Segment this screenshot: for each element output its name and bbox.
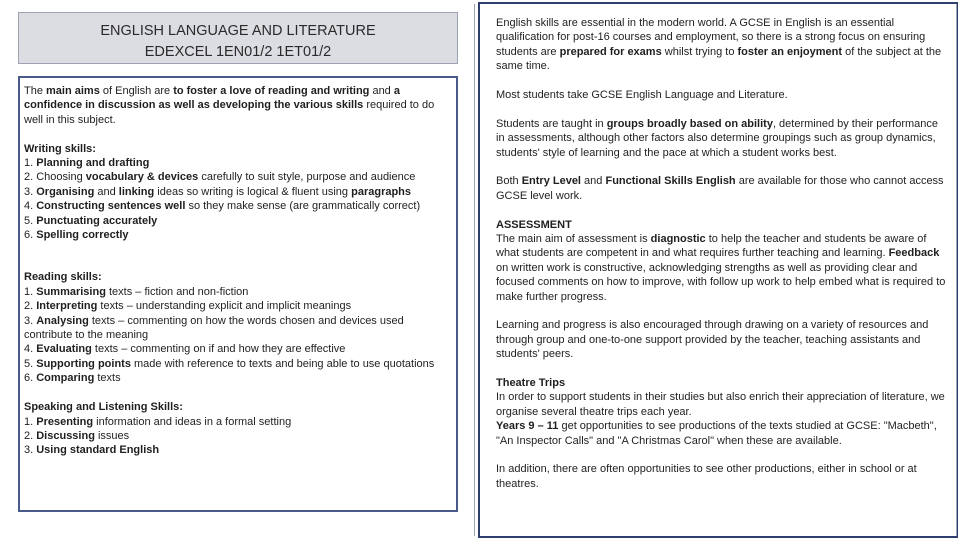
list-item: 4. Constructing sentences well so they make sense (are grammatically correct)	[24, 200, 421, 213]
list-item: 1. Planning and drafting	[24, 157, 150, 170]
list-item: 6. Comparing texts	[24, 372, 121, 385]
reading-skills-heading: Reading skills:	[24, 271, 102, 284]
theatre-paragraph: In order to support students in their studies but also enrich their appreciation of literature, we organise several theatre trips each year.	[496, 391, 945, 418]
aims-bold-2: to foster a love of reading and writing	[173, 85, 370, 97]
aims-paragraph	[24, 84, 452, 127]
reading-skills-section	[24, 270, 452, 385]
speaking-skills-section	[24, 400, 452, 458]
aims-text-4: required to do well in this subject.	[24, 99, 435, 126]
assessment-paragraph: The main aim of assessment is diagnostic to help the teacher and students be aware of what students are competent in and what requires further teaching and learning. Feedback on written work is constructive, acknowledging strengths as well as providing clear and focused comments on how to improve, with follow up work to help embed what is required to make further progress.	[496, 233, 946, 303]
list-item: 1. Summarising texts – fiction and non-fiction	[24, 285, 249, 298]
groupings-paragraph: Students are taught in groups broadly based on ability, determined by their performance in assessments, although other factors also determine groupings such as group dynamics, students' style of learning and the pace at which a student works best.	[496, 117, 939, 159]
list-item: 3. Organising and linking ideas so writing is logical & fluent using paragraphs	[24, 185, 412, 198]
courses-paragraph: Most students take GCSE English Language and Literature.	[496, 89, 788, 102]
speaking-skills-heading: Speaking and Listening Skills:	[24, 401, 183, 414]
list-item: 3. Using standard English	[24, 444, 160, 457]
list-item: 5. Supporting points made with reference to texts and being able to use quotations	[24, 357, 435, 370]
info-panel-content	[496, 16, 946, 491]
course-title: ENGLISH LANGUAGE AND LITERATURE	[100, 23, 376, 39]
theatre-years-paragraph: Years 9 – 11 get opportunities to see productions of the texts studied at GCSE: "Macbeth", "An Inspector Calls" and "A Christmas Carol" when these are available.	[496, 420, 937, 447]
aims-text-1: The	[24, 85, 47, 97]
list-item: 3. Analysing texts – commenting on how the words chosen and devices used contribute to the meaning	[24, 314, 404, 342]
progress-paragraph: Learning and progress is also encouraged through drawing on a variety of resources and through group and one-to-one support provided by the teacher, teaching assistants and students' peers.	[496, 319, 929, 361]
list-item: 6. Spelling correctly	[24, 229, 129, 242]
entry-level-paragraph: Both Entry Level and Functional Skills English are available for those who cannot access GCSE level work.	[496, 175, 944, 202]
assessment-section	[496, 218, 946, 304]
aims-bold-1: main aims	[46, 85, 100, 97]
theatre-trips-section	[496, 376, 946, 448]
list-item: 2. Interpreting texts – understanding explicit and implicit meanings	[24, 300, 352, 313]
aims-text-3: and	[369, 85, 394, 97]
course-codes: EDEXCEL 1EN01/2 1ET01/2	[144, 44, 332, 60]
list-item: 1. Presenting information and ideas in a formal setting	[24, 415, 292, 428]
list-item: 2. Discussing issues	[24, 429, 130, 442]
list-item: 5. Punctuating accurately	[24, 214, 158, 227]
aims-text-2: of English are	[99, 85, 174, 97]
theatre-trips-heading: Theatre Trips	[496, 377, 566, 390]
aims-bold-3: a confidence in discussion as well as developing the various skills	[24, 85, 400, 112]
skills-box	[18, 76, 458, 512]
list-item: 2. Choosing vocabulary & devices carefully to suit style, purpose and audience	[24, 171, 416, 184]
other-productions-paragraph: In addition, there are often opportunities to see other productions, either in school or at theatres.	[496, 463, 917, 490]
assessment-heading: ASSESSMENT	[496, 218, 572, 231]
list-item: 4. Evaluating texts – commenting on if and how they are effective	[24, 343, 346, 356]
course-title-box	[18, 12, 458, 64]
writing-skills-heading: Writing skills:	[24, 142, 96, 155]
divider-line	[956, 4, 957, 536]
intro-paragraph: English skills are essential in the modern world. A GCSE in English is an essential qualification for post-16 courses and employment, so there is a strong focus on ensuring students are prepared for exams whilst trying to foster an enjoyment of the subject at the same time.	[496, 17, 942, 73]
divider-line	[474, 4, 475, 536]
writing-skills-section	[24, 142, 452, 243]
